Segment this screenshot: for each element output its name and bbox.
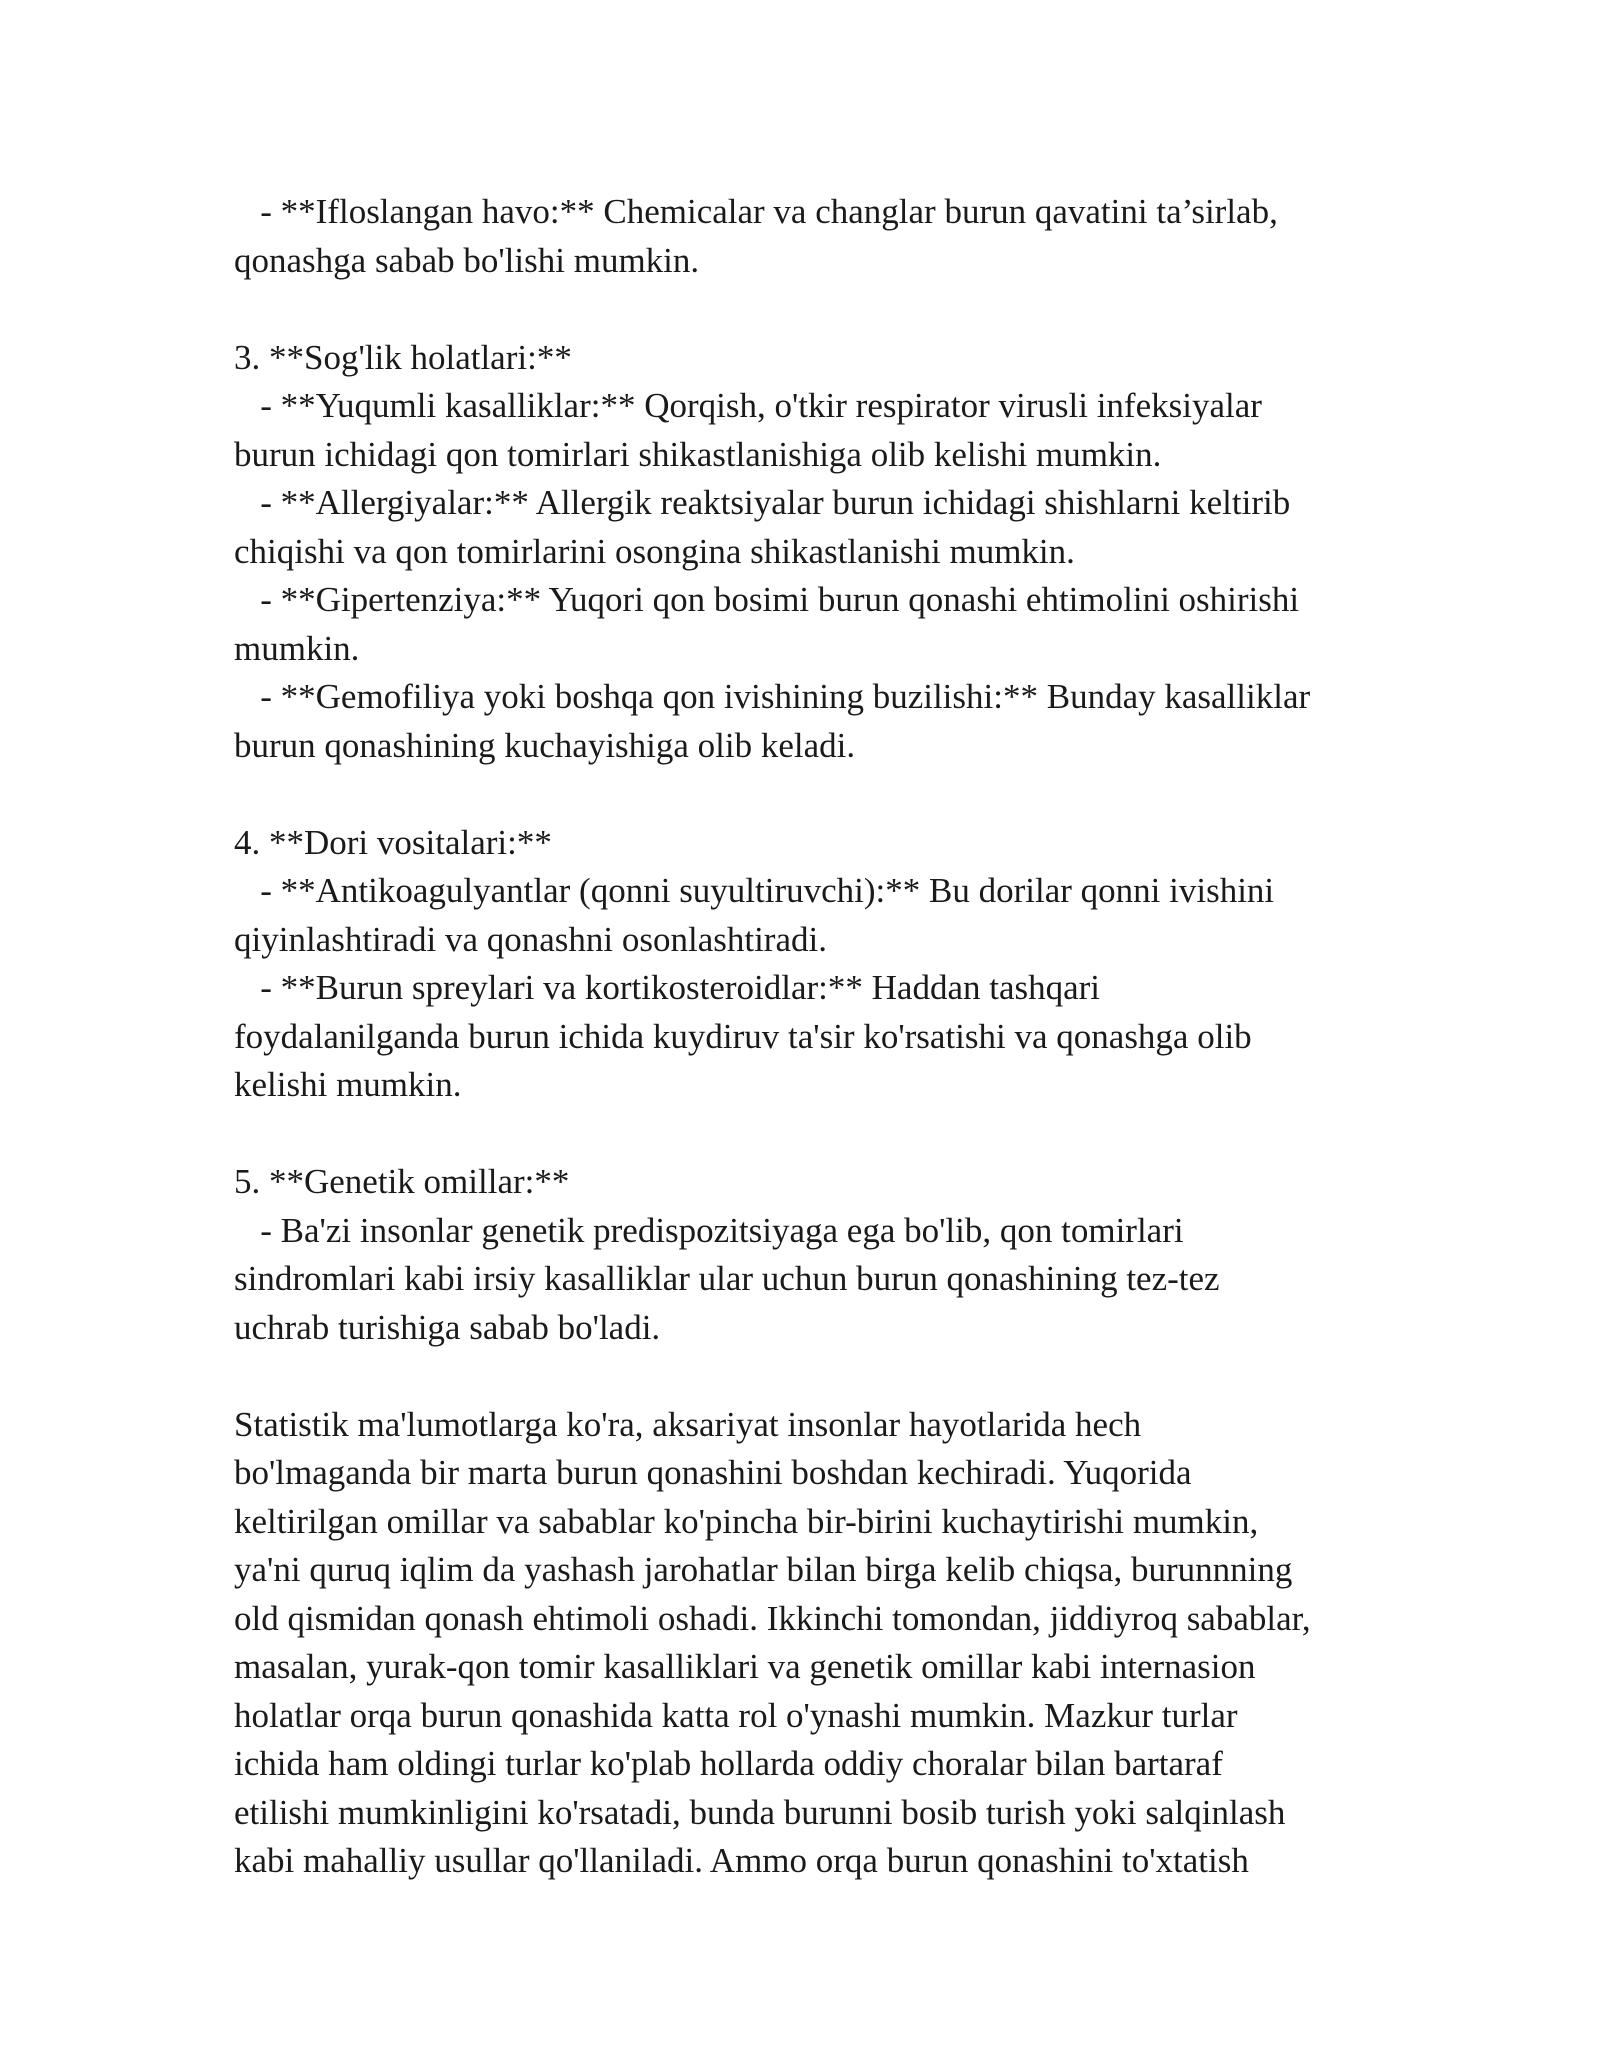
text-line: burun ichidagi qon tomirlari shikastlanishiga olib kelishi mumkin. [234,434,1162,474]
text-line: burun qonashining kuchayishiga olib keladi. [234,725,856,765]
paragraph-gap [234,770,1394,819]
document-page [234,188,1394,1886]
section-heading: 3. **Sog'lik holatlari:** [234,337,572,377]
text-line: chiqishi va qon tomirlarini osongina shikastlanishi mumkin. [234,531,1075,571]
paragraph-gap [234,285,1394,334]
text-line: holatlar orqa burun qonashida katta rol o'ynashi mumkin. Mazkur turlar [234,1695,1238,1735]
text-line: - **Yuqumli kasalliklar:** Qorqish, o'tkir respirator virusli infeksiyalar [234,386,1262,425]
section-heading: 4. **Dori vositalari:** [234,822,552,862]
text-line: - **Ifloslangan havo:** Chemicalar va changlar burun qavatini ta’sirlab, [234,192,1278,231]
text-line: kelishi mumkin. [234,1065,462,1104]
section-heading: 5. **Genetik omillar:** [234,1162,570,1201]
text-line: masalan, yurak-qon tomir kasalliklari va genetik omillar kabi internasion [234,1647,1256,1686]
text-line: sindromlari kabi irsiy kasalliklar ular uchun burun qonashining tez-tez [234,1259,1220,1298]
text-line: uchrab turishiga sabab bo'ladi. [234,1307,661,1347]
text-line: qiyinlashtiradi va qonashni osonlashtiradi. [234,919,827,959]
text-line: ya'ni quruq iqlim da yashash jarohatlar bilan birga kelib chiqsa, burunnning [234,1550,1293,1589]
paragraph-gap [234,1352,1394,1401]
text-line: - Ba'zi insonlar genetik predispozitsiyaga ega bo'lib, qon tomirlari [234,1210,1184,1250]
paragraph-gap [234,1110,1394,1159]
text-line: - **Gemofiliya yoki boshqa qon ivishining buzilishi:** Bunday kasalliklar [234,677,1311,716]
text-line: ichida ham oldingi turlar ko'plab hollarda oddiy choralar bilan bartaraf [234,1744,1223,1783]
text-line: foydalanilganda burun ichida kuydiruv ta'sir ko'rsatishi va qonashga olib [234,1016,1252,1056]
text-line: kabi mahalliy usullar qo'llaniladi. Ammo orqa burun qonashini to'xtatish [234,1841,1249,1880]
text-line: etilishi mumkinligini ko'rsatadi, bunda burunni bosib turish yoki salqinlash [234,1792,1286,1832]
text-line: - **Gipertenziya:** Yuqori qon bosimi burun qonashi ehtimolini oshirishi [234,580,1300,619]
text-line: Statistik ma'lumotlarga ko'ra, aksariyat insonlar hayotlarida hech [234,1404,1142,1444]
text-line: qonashga sabab bo'lishi mumkin. [234,240,700,280]
text-line: bo'lmaganda bir marta burun qonashini boshdan kechiradi. Yuqorida [234,1453,1192,1492]
text-line: - **Antikoagulyantlar (qonni suyultiruvchi):** Bu dorilar qonni ivishini [234,871,1275,910]
text-line: keltirilgan omillar va sabablar ko'pincha bir-birini kuchaytirishi mumkin, [234,1501,1259,1541]
text-line: - **Allergiyalar:** Allergik reaktsiyalar burun ichidagi shishlarni keltirib [234,483,1291,522]
text-line: old qismidan qonash ehtimoli oshadi. Ikkinchi tomondan, jiddiyroq sabablar, [234,1598,1311,1638]
text-line: mumkin. [234,628,360,668]
text-line: - **Burun spreylari va kortikosteroidlar:** Haddan tashqari [234,968,1101,1007]
